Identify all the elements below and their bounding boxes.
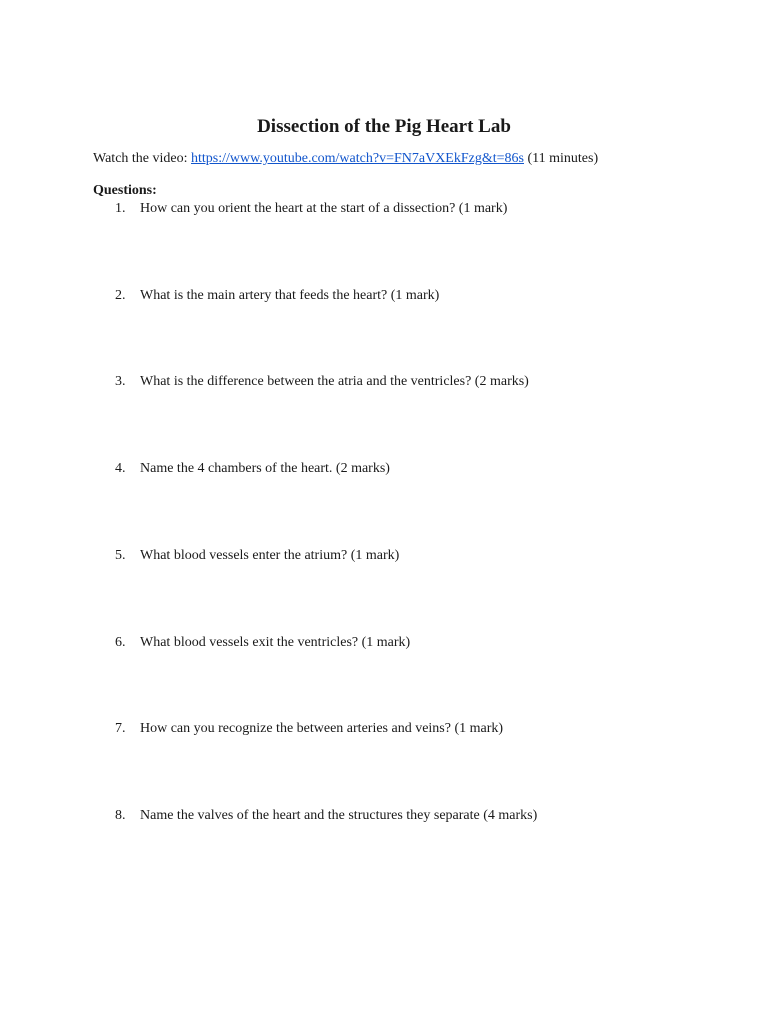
question-number: 8. — [115, 808, 126, 823]
question-number: 4. — [115, 461, 126, 476]
video-instruction-prefix: Watch the video: — [93, 151, 192, 166]
video-instruction — [93, 151, 598, 167]
question-number: 2. — [115, 288, 126, 303]
question-number: 5. — [115, 548, 126, 563]
question-text: Name the 4 chambers of the heart. (2 marks) — [140, 461, 390, 476]
question-text: Name the valves of the heart and the structures they separate (4 marks) — [140, 808, 538, 823]
question-text: How can you orient the heart at the start of a dissection? (1 mark) — [140, 201, 508, 216]
question-number: 6. — [115, 635, 126, 650]
question-number: 7. — [115, 721, 126, 736]
question-text: What blood vessels enter the atrium? (1 mark) — [140, 548, 400, 563]
video-duration: (11 minutes) — [523, 151, 599, 166]
questions-heading: Questions: — [93, 183, 157, 198]
question-text: What is the difference between the atria and the ventricles? (2 marks) — [140, 374, 529, 389]
page-title: Dissection of the Pig Heart Lab — [257, 116, 511, 137]
question-text: What blood vessels exit the ventricles? (1 mark) — [140, 635, 411, 650]
question-number: 3. — [115, 374, 126, 389]
video-link[interactable]: https://www.youtube.com/watch?v=FN7aVXEkFzg&t=86s — [191, 151, 524, 166]
question-text: What is the main artery that feeds the heart? (1 mark) — [140, 288, 440, 303]
question-text: How can you recognize the between arteries and veins? (1 mark) — [140, 721, 504, 736]
question-number: 1. — [115, 201, 126, 216]
